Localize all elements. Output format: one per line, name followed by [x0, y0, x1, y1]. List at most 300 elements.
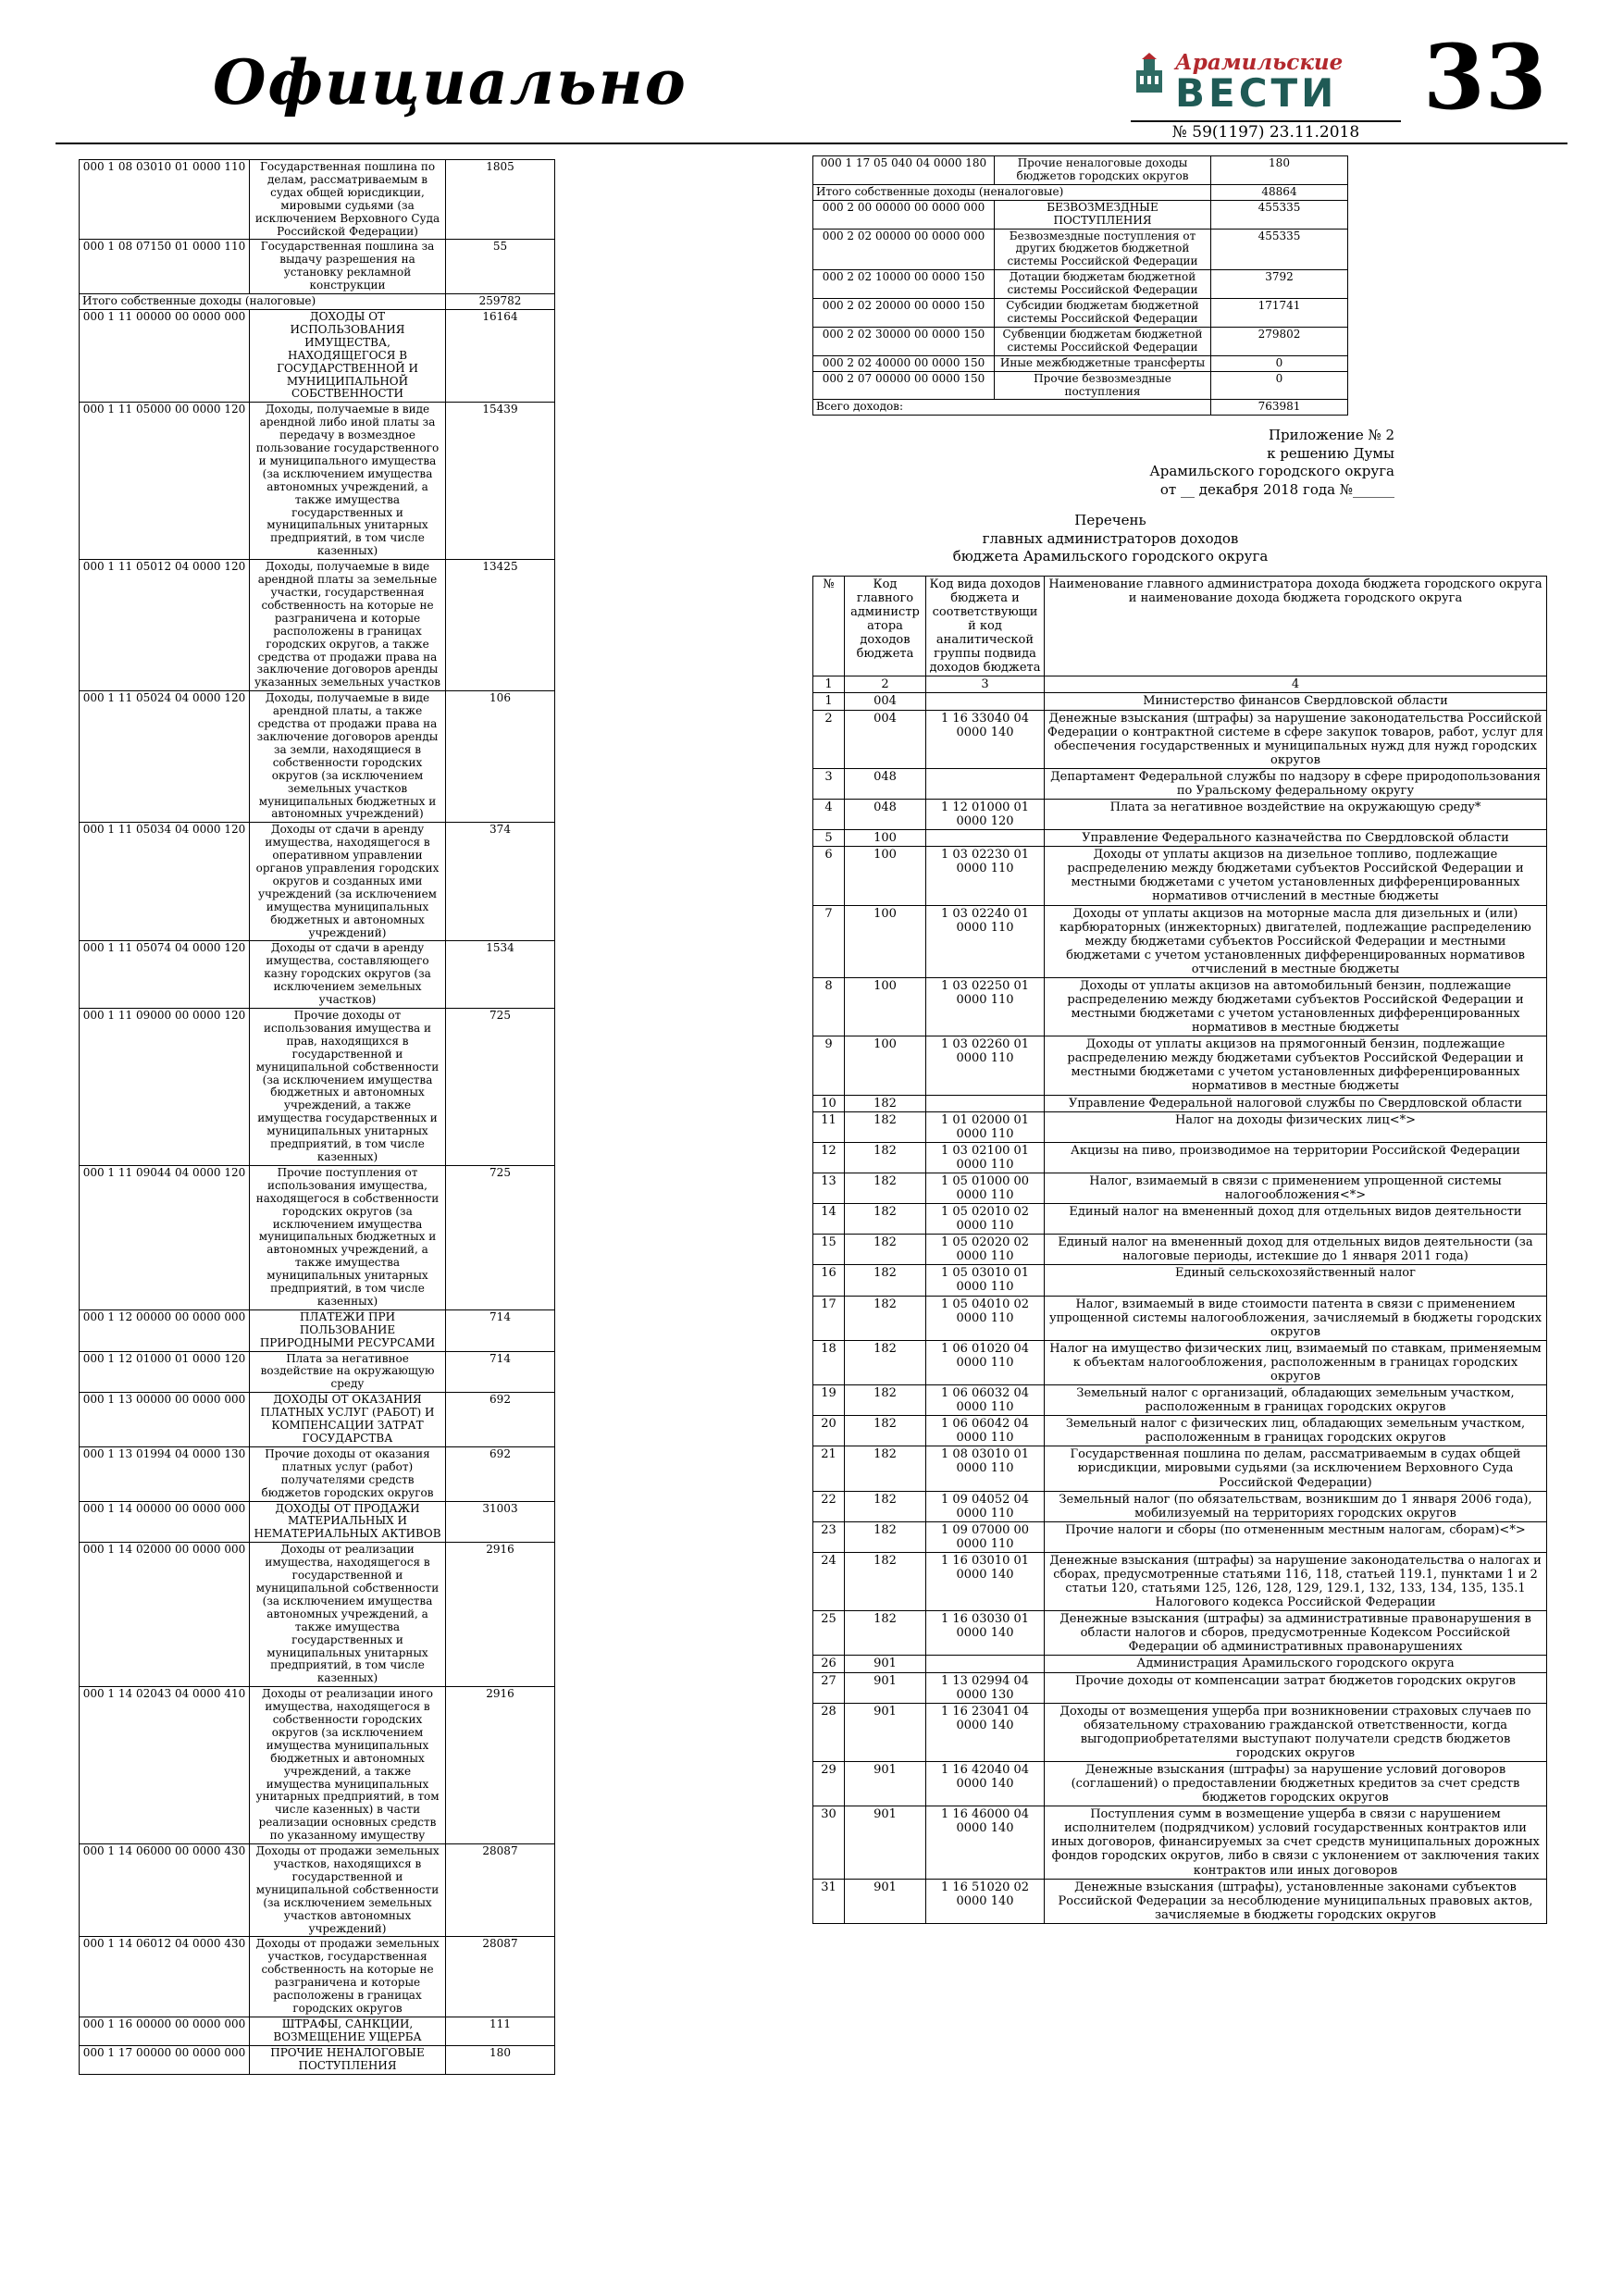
- name-cell: Доходы от сдачи в аренду имущества, находящегося в оперативном управлении органов управления городских округов и созданных ими учреждений (за исключением имущества муниципальных бюджетных и автономных учреждений): [250, 823, 446, 941]
- revenue-table-row: [80, 309, 555, 402]
- admin-table-row: [813, 1416, 1547, 1446]
- income-code-cell: 1 05 03010 01 0000 110: [926, 1265, 1045, 1296]
- income-code-cell: [926, 830, 1045, 847]
- row-number-cell: 8: [813, 977, 845, 1036]
- revenue-table-row: [813, 299, 1348, 328]
- value-cell: 16164: [446, 309, 555, 402]
- row-number-cell: 15: [813, 1235, 845, 1265]
- value-cell: 48864: [1211, 184, 1348, 200]
- code-cell: 000 1 11 09000 00 0000 120: [80, 1009, 250, 1166]
- header-index-row: [813, 676, 1547, 693]
- income-code-cell: [926, 1656, 1045, 1672]
- value-cell: 0: [1211, 355, 1348, 371]
- code-cell: 000 1 11 05034 04 0000 120: [80, 823, 250, 941]
- code-cell: 000 1 12 00000 00 0000 000: [80, 1309, 250, 1351]
- code-cell: 000 1 13 01994 04 0000 130: [80, 1446, 250, 1501]
- row-number-cell: 24: [813, 1552, 845, 1610]
- row-number-cell: 25: [813, 1611, 845, 1656]
- admin-code-cell: 182: [845, 1340, 926, 1384]
- section-title: Официально: [213, 46, 688, 118]
- admin-table-row: [813, 1879, 1547, 1923]
- revenue-table-row: [80, 1844, 555, 1937]
- income-code-cell: [926, 1095, 1045, 1111]
- admin-table-row: [813, 905, 1547, 977]
- code-cell: 000 2 00 00000 00 0000 000: [813, 200, 995, 229]
- value-cell: 28087: [446, 1937, 555, 2017]
- income-name-cell: Прочие доходы от компенсации затрат бюджетов городских округов: [1045, 1672, 1547, 1703]
- revenue-table-row: [80, 403, 555, 560]
- income-name-cell: Налог, взимаемый в связи с применением упрощенной системы налогообложения<*>: [1045, 1173, 1547, 1203]
- name-cell: ШТРАФЫ, САНКЦИИ, ВОЗМЕЩЕНИЕ УЩЕРБА: [250, 2017, 446, 2045]
- row-number-cell: 29: [813, 1761, 845, 1806]
- name-cell: Доходы, получаемые в виде арендной платы, а также средства от продажи права на заключение договоров аренды за земли, находящиеся в собственности городских округов (за исключением земельных участков муниципальных бюджетных и автономных учреждений): [250, 691, 446, 823]
- income-name-cell: Министерство финансов Свердловской области: [1045, 693, 1547, 710]
- admin-code-cell: 182: [845, 1204, 926, 1235]
- income-name-cell: Денежные взыскания (штрафы) за нарушение законодательства Российской Федерации о контрактной системе в сфере закупок товаров, работ, услуг для обеспечения государственных и муниципальных нужд для нужд городских округов: [1045, 710, 1547, 768]
- name-cell: ДОХОДЫ ОТ ОКАЗАНИЯ ПЛАТНЫХ УСЛУГ (РАБОТ) И КОМПЕНСАЦИИ ЗАТРАТ ГОСУДАРСТВА: [250, 1393, 446, 1447]
- admin-table-row: [813, 1173, 1547, 1203]
- name-cell: Субсидии бюджетам бюджетной системы Российской Федерации: [995, 299, 1211, 328]
- code-cell: 000 1 14 02000 00 0000 000: [80, 1543, 250, 1687]
- admin-code-cell: 100: [845, 977, 926, 1036]
- name-cell: Плата за негативное воздействие на окружающую среду: [250, 1351, 446, 1393]
- appendix-line-2: к решению Думы: [1267, 444, 1394, 462]
- income-name-cell: Налог на имущество физических лиц, взимаемый по ставкам, применяемым к объектам налогообложения, расположенным в границах городских округов: [1045, 1340, 1547, 1384]
- value-cell: 13425: [446, 560, 555, 691]
- name-cell: Прочие неналоговые доходы бюджетов городских округов: [995, 156, 1211, 185]
- appendix-line-1: Приложение № 2: [1268, 427, 1394, 444]
- income-code-cell: 1 09 04052 04 0000 110: [926, 1491, 1045, 1521]
- value-cell: 714: [446, 1351, 555, 1393]
- admin-code-cell: 901: [845, 1879, 926, 1923]
- income-code-cell: 1 05 02020 02 0000 110: [926, 1235, 1045, 1265]
- admin-table-row: [813, 1521, 1547, 1552]
- administrators-table-body: [813, 693, 1547, 1923]
- code-cell: 000 1 17 05 040 04 0000 180: [813, 156, 995, 185]
- code-cell: 000 1 11 05012 04 0000 120: [80, 560, 250, 691]
- admin-code-cell: 182: [845, 1142, 926, 1173]
- newspaper-logo-icon: [1131, 52, 1168, 98]
- row-number-cell: 26: [813, 1656, 845, 1672]
- admin-code-cell: 901: [845, 1703, 926, 1761]
- administrators-list-title: [812, 512, 1408, 566]
- name-cell: Государственная пошлина за выдачу разрешения на установку рекламной конструкции: [250, 240, 446, 294]
- income-name-cell: Поступления сумм в возмещение ущерба в связи с нарушением исполнителем (подрядчиком) условий государственных контрактов или иных договоров, финансируемых за счет средств муниципальных дорожных фондов городских округов, либо в связи с уклонением от заключения таких контрактов или иных договоров: [1045, 1806, 1547, 1879]
- income-code-cell: 1 03 02240 01 0000 110: [926, 905, 1045, 977]
- revenue-table-row: [80, 2045, 555, 2074]
- income-name-cell: Налог, взимаемый в виде стоимости патента в связи с применением упрощенной системы налогообложения, зачисляемый в бюджеты городских округов: [1045, 1296, 1547, 1340]
- income-name-cell: Единый налог на вмененный доход для отдельных видов деятельности: [1045, 1204, 1547, 1235]
- value-cell: 2916: [446, 1543, 555, 1687]
- revenue-table-row: [813, 327, 1348, 355]
- appendix-line-3: Арамильского городского округа: [1149, 463, 1394, 480]
- income-code-cell: 1 16 33040 04 0000 140: [926, 710, 1045, 768]
- admin-code-cell: 182: [845, 1265, 926, 1296]
- row-number-cell: 17: [813, 1296, 845, 1340]
- admin-code-cell: 182: [845, 1416, 926, 1446]
- income-name-cell: Акцизы на пиво, производимое на территории Российской Федерации: [1045, 1142, 1547, 1173]
- value-cell: 763981: [1211, 400, 1348, 416]
- code-cell: 000 1 12 01000 01 0000 120: [80, 1351, 250, 1393]
- revenue-table-row: [80, 1351, 555, 1393]
- income-code-cell: 1 05 02010 02 0000 110: [926, 1204, 1045, 1235]
- name-cell: Иные межбюджетные трансферты: [995, 355, 1211, 371]
- admin-code-cell: 100: [845, 905, 926, 977]
- admin-code-cell: 182: [845, 1446, 926, 1491]
- revenue-table-row: [80, 1309, 555, 1351]
- value-cell: 0: [1211, 371, 1348, 400]
- income-code-cell: 1 16 46000 04 0000 140: [926, 1806, 1045, 1879]
- right-column: [812, 155, 1547, 1924]
- code-cell: 000 2 02 00000 00 0000 000: [813, 229, 995, 270]
- income-code-cell: 1 05 01000 00 0000 110: [926, 1173, 1045, 1203]
- income-name-cell: Государственная пошлина по делам, рассматриваемым в судах общей юрисдикции, мировыми судьями (за исключением Верховного Суда Российской Федерации): [1045, 1446, 1547, 1491]
- admin-code-cell: 901: [845, 1761, 926, 1806]
- admin-code-cell: 048: [845, 768, 926, 799]
- row-number-cell: 4: [813, 799, 845, 829]
- name-cell: Доходы от продажи земельных участков, находящихся в государственной и муниципальной собственности (за исключением земельных участков автономных учреждений): [250, 1844, 446, 1937]
- name-cell: ДОХОДЫ ОТ ПРОДАЖИ МАТЕРИАЛЬНЫХ И НЕМАТЕРИАЛЬНЫХ АКТИВОВ: [250, 1501, 446, 1543]
- income-code-cell: [926, 768, 1045, 799]
- revenue-table-row: [80, 560, 555, 691]
- revenue-table-left: [79, 159, 555, 2075]
- value-cell: 3792: [1211, 270, 1348, 299]
- left-column: [79, 159, 556, 2075]
- revenue-table-row: [813, 184, 1348, 200]
- name-cell: ПРОЧИЕ НЕНАЛОГОВЫЕ ПОСТУПЛЕНИЯ: [250, 2045, 446, 2074]
- name-cell: Прочие поступления от использования имущества, находящегося в собственности городских округов (за исключением имущества муниципальных бюджетных и автономных учреждений, а также имущества муниципальных унитарных предприятий, в том числе казенных): [250, 1165, 446, 1309]
- income-name-cell: Плата за негативное воздействие на окружающую среду*: [1045, 799, 1547, 829]
- row-number-cell: 31: [813, 1879, 845, 1923]
- appendix-line-4: от __ декабря 2018 года №______: [1159, 480, 1394, 498]
- revenue-table-row: [80, 1446, 555, 1501]
- income-code-cell: 1 06 06032 04 0000 110: [926, 1385, 1045, 1416]
- income-code-cell: 1 06 06042 04 0000 110: [926, 1416, 1045, 1446]
- revenue-table-row: [80, 691, 555, 823]
- admin-code-cell: 182: [845, 1521, 926, 1552]
- admin-code-cell: 100: [845, 830, 926, 847]
- admin-code-cell: 004: [845, 710, 926, 768]
- code-cell: 000 1 11 00000 00 0000 000: [80, 309, 250, 402]
- name-cell: Доходы от продажи земельных участков, государственная собственность на которые не разграничена и которые расположены в границах городских округов: [250, 1937, 446, 2017]
- code-cell: 000 1 16 00000 00 0000 000: [80, 2017, 250, 2045]
- name-cell: Доходы, получаемые в виде арендной платы за земельные участки, государственная собственность на которые не разграничена и которые расположены в границах городских округов, а также средства от продажи права на заключение договоров аренды указанных земельных участков: [250, 560, 446, 691]
- admin-table-row: [813, 1446, 1547, 1491]
- admin-table-row: [813, 830, 1547, 847]
- revenue-table-row: [813, 200, 1348, 229]
- administrators-table: [812, 576, 1547, 1924]
- row-number-cell: 6: [813, 847, 845, 905]
- code-cell: 000 2 02 30000 00 0000 150: [813, 327, 995, 355]
- name-cell: ПЛАТЕЖИ ПРИ ПОЛЬЗОВАНИЕ ПРИРОДНЫМИ РЕСУРСАМИ: [250, 1309, 446, 1351]
- revenue-table-row: [80, 1165, 555, 1309]
- admin-table-row: [813, 1204, 1547, 1235]
- code-cell: 000 1 11 05000 00 0000 120: [80, 403, 250, 560]
- income-name-cell: Прочие налоги и сборы (по отмененным местным налогам, сборам)<*>: [1045, 1521, 1547, 1552]
- admin-table-row: [813, 1552, 1547, 1610]
- admin-table-row: [813, 1672, 1547, 1703]
- income-code-cell: 1 08 03010 01 0000 110: [926, 1446, 1045, 1491]
- row-number-cell: 20: [813, 1416, 845, 1446]
- row-number-cell: 28: [813, 1703, 845, 1761]
- code-cell: 000 2 07 00000 00 0000 150: [813, 371, 995, 400]
- admin-table-row: [813, 799, 1547, 829]
- header-rule: [56, 143, 1567, 144]
- row-number-cell: 3: [813, 768, 845, 799]
- admin-code-cell: 901: [845, 1656, 926, 1672]
- admin-code-cell: 901: [845, 1672, 926, 1703]
- revenue-table-right: [812, 155, 1348, 416]
- appendix-note: [812, 427, 1547, 499]
- row-number-cell: 5: [813, 830, 845, 847]
- code-cell: 000 1 14 00000 00 0000 000: [80, 1501, 250, 1543]
- admin-table-row: [813, 1703, 1547, 1761]
- admin-table-row: [813, 1296, 1547, 1340]
- header-index-1: 1: [813, 676, 845, 693]
- revenue-table-row: [80, 1393, 555, 1447]
- admin-code-cell: 182: [845, 1095, 926, 1111]
- income-name-cell: Денежные взыскания (штрафы) за административные правонарушения в области налогов и сборов, предусмотренные Кодексом Российской Федерации об административных правонарушениях: [1045, 1611, 1547, 1656]
- income-name-cell: Доходы от возмещения ущерба при возникновении страховых случаев по обязательному страхованию гражданской ответственности, когда выгодоприобретателями выступают получатели средств бюджетов городских округов: [1045, 1703, 1547, 1761]
- revenue-table-row: [813, 229, 1348, 270]
- total-label-cell: Итого собственные доходы (налоговые): [80, 294, 446, 310]
- income-code-cell: 1 06 01020 04 0000 110: [926, 1340, 1045, 1384]
- revenue-table-row: [80, 823, 555, 941]
- value-cell: 725: [446, 1009, 555, 1166]
- income-code-cell: 1 13 02994 04 0000 130: [926, 1672, 1045, 1703]
- total-label-cell: Всего доходов:: [813, 400, 1211, 416]
- code-cell: 000 2 02 10000 00 0000 150: [813, 270, 995, 299]
- name-cell: Доходы, получаемые в виде арендной либо иной платы за передачу в возмездное пользование государственного и муниципального имущества (за исключением имущества автономных учреждений, а также имущества государственных и муниципальных унитарных предприятий, в том числе казенных): [250, 403, 446, 560]
- header-number: №: [813, 576, 845, 676]
- admin-table-row: [813, 1761, 1547, 1806]
- value-cell: 1805: [446, 160, 555, 240]
- income-name-cell: Управление Федерального казначейства по Свердловской области: [1045, 830, 1547, 847]
- row-number-cell: 19: [813, 1385, 845, 1416]
- admin-code-cell: 182: [845, 1385, 926, 1416]
- value-cell: 28087: [446, 1844, 555, 1937]
- admin-table-row: [813, 1235, 1547, 1265]
- row-number-cell: 11: [813, 1111, 845, 1142]
- code-cell: 000 1 11 09044 04 0000 120: [80, 1165, 250, 1309]
- admin-table-row: [813, 1265, 1547, 1296]
- revenue-table-row: [813, 400, 1348, 416]
- name-cell: Доходы от сдачи в аренду имущества, составляющего казну городских округов (за исключением земельных участков): [250, 941, 446, 1009]
- row-number-cell: 13: [813, 1173, 845, 1203]
- value-cell: 455335: [1211, 229, 1348, 270]
- row-number-cell: 9: [813, 1036, 845, 1095]
- income-name-cell: Доходы от уплаты акцизов на прямогонный бензин, подлежащие распределению между бюджетами субъектов Российской Федерации и местными бюджетами с учетом установленных дифференцированных нормативов в местные бюджеты: [1045, 1036, 1547, 1095]
- admin-code-cell: 100: [845, 847, 926, 905]
- code-cell: 000 1 14 06012 04 0000 430: [80, 1937, 250, 2017]
- income-name-cell: Налог на доходы физических лиц<*>: [1045, 1111, 1547, 1142]
- name-cell: БЕЗВОЗМЕЗДНЫЕ ПОСТУПЛЕНИЯ: [995, 200, 1211, 229]
- value-cell: 2916: [446, 1687, 555, 1844]
- income-name-cell: Земельный налог с организаций, обладающих земельным участком, расположенным в границах городских округов: [1045, 1385, 1547, 1416]
- income-name-cell: Единый сельскохозяйственный налог: [1045, 1265, 1547, 1296]
- revenue-table-row: [80, 941, 555, 1009]
- revenue-table-row: [80, 1009, 555, 1166]
- code-cell: 000 1 17 00000 00 0000 000: [80, 2045, 250, 2074]
- income-code-cell: [926, 693, 1045, 710]
- value-cell: 180: [1211, 156, 1348, 185]
- admin-code-cell: 901: [845, 1806, 926, 1879]
- value-cell: 15439: [446, 403, 555, 560]
- income-name-cell: Денежные взыскания (штрафы) за нарушение условий договоров (соглашений) о предоставлении бюджетных кредитов за счет средств бюджетов городских округов: [1045, 1761, 1547, 1806]
- brand-words: [1175, 50, 1344, 117]
- row-number-cell: 2: [813, 710, 845, 768]
- admin-table-row: [813, 1142, 1547, 1173]
- admin-table-row: [813, 1095, 1547, 1111]
- admin-table-row: [813, 693, 1547, 710]
- income-name-cell: Доходы от уплаты акцизов на автомобильный бензин, подлежащие распределению между бюджетами субъектов Российской Федерации и местными бюджетами с учетом установленных дифференцированных нормативов в местные бюджеты: [1045, 977, 1547, 1036]
- administrators-table-header: [813, 576, 1547, 693]
- value-cell: 692: [446, 1393, 555, 1447]
- name-cell: Прочие доходы от использования имущества и прав, находящихся в государственной и муниципальной собственности (за исключением имущества бюджетных и автономных учреждений, а также имущества государственных и муниципальных унитарных предприятий, в том числе казенных): [250, 1009, 446, 1166]
- row-number-cell: 16: [813, 1265, 845, 1296]
- income-name-cell: Управление Федеральной налоговой службы по Свердловской области: [1045, 1095, 1547, 1111]
- revenue-table-row: [813, 355, 1348, 371]
- revenue-table-row: [80, 240, 555, 294]
- admin-code-cell: 182: [845, 1611, 926, 1656]
- admin-code-cell: 182: [845, 1491, 926, 1521]
- value-cell: 1534: [446, 941, 555, 1009]
- admin-table-row: [813, 710, 1547, 768]
- admin-table-row: [813, 1111, 1547, 1142]
- income-name-cell: Единый налог на вмененный доход для отдельных видов деятельности (за налоговые периоды, истекшие до 1 января 2011 года): [1045, 1235, 1547, 1265]
- admin-code-cell: 182: [845, 1173, 926, 1203]
- admin-code-cell: 182: [845, 1111, 926, 1142]
- income-name-cell: Денежные взыскания (штрафы), установленные законами субъектов Российской Федерации за несоблюдение муниципальных правовых актов, зачисляемые в бюджеты городских округов: [1045, 1879, 1547, 1923]
- row-number-cell: 18: [813, 1340, 845, 1384]
- income-name-cell: Департамент Федеральной службы по надзору в сфере природопользования по Уральскому федеральному округу: [1045, 768, 1547, 799]
- value-cell: 111: [446, 2017, 555, 2045]
- code-cell: 000 1 08 03010 01 0000 110: [80, 160, 250, 240]
- income-code-cell: 1 16 03010 01 0000 140: [926, 1552, 1045, 1610]
- admin-table-row: [813, 1491, 1547, 1521]
- header-index-3: 3: [926, 676, 1045, 693]
- newspaper-brand: [1131, 50, 1344, 117]
- value-cell: 180: [446, 2045, 555, 2074]
- admin-table-row: [813, 977, 1547, 1036]
- revenue-table-right-body: [813, 156, 1348, 416]
- row-number-cell: 10: [813, 1095, 845, 1111]
- admin-table-row: [813, 1656, 1547, 1672]
- income-code-cell: 1 03 02100 01 0000 110: [926, 1142, 1045, 1173]
- row-number-cell: 30: [813, 1806, 845, 1879]
- value-cell: 279802: [1211, 327, 1348, 355]
- admin-table-row: [813, 1340, 1547, 1384]
- name-cell: Прочие безвозмездные поступления: [995, 371, 1211, 400]
- admin-table-row: [813, 847, 1547, 905]
- admin-table-row: [813, 768, 1547, 799]
- code-cell: 000 1 11 05074 04 0000 120: [80, 941, 250, 1009]
- admin-table-row: [813, 1036, 1547, 1095]
- header-index-4: 4: [1045, 676, 1547, 693]
- admin-table-row: [813, 1806, 1547, 1879]
- name-cell: ДОХОДЫ ОТ ИСПОЛЬЗОВАНИЯ ИМУЩЕСТВА, НАХОДЯЩЕГОСЯ В ГОСУДАРСТВЕННОЙ И МУНИЦИПАЛЬНОЙ СОБСТВЕННОСТИ: [250, 309, 446, 402]
- income-code-cell: 1 05 04010 02 0000 110: [926, 1296, 1045, 1340]
- name-cell: Безвозмездные поступления от других бюджетов бюджетной системы Российской Федерации: [995, 229, 1211, 270]
- header-income-name: Наименование главного администратора дохода бюджета городского округа и наименование дохода бюджета городского округа: [1045, 576, 1547, 676]
- code-cell: 000 1 11 05024 04 0000 120: [80, 691, 250, 823]
- admin-code-cell: 100: [845, 1036, 926, 1095]
- header-index-2: 2: [845, 676, 926, 693]
- admin-code-cell: 182: [845, 1235, 926, 1265]
- name-cell: Доходы от реализации имущества, находящегося в государственной и муниципальной собственности (за исключением имущества автономных учреждений, а также имущества государственных и муниципальных унитарных предприятий, в том числе казенных): [250, 1543, 446, 1687]
- header-row: [813, 576, 1547, 676]
- value-cell: 374: [446, 823, 555, 941]
- income-name-cell: Доходы от уплаты акцизов на моторные масла для дизельных и (или) карбюраторных (инжекторных) двигателей, подлежащие распределению между бюджетами субъектов Российской Федерации и местными бюджетами с учетом установленных дифференцированных нормативов отчислений в местные бюджеты: [1045, 905, 1547, 977]
- name-cell: Доходы от реализации иного имущества, находящегося в собственности городских округов (за исключением имущества муниципальных бюджетных и автономных учреждений, а также имущества муниципальных унитарных предприятий, в том числе казенных) в части реализации основных средств по указанному имуществу: [250, 1687, 446, 1844]
- row-number-cell: 27: [813, 1672, 845, 1703]
- revenue-table-row: [80, 160, 555, 240]
- row-number-cell: 7: [813, 905, 845, 977]
- revenue-table-row: [80, 2017, 555, 2045]
- income-name-cell: Земельный налог с физических лиц, обладающих земельным участком, расположенным в границах городских округов: [1045, 1416, 1547, 1446]
- row-number-cell: 12: [813, 1142, 845, 1173]
- revenue-table-row: [80, 1543, 555, 1687]
- list-title-line-1: Перечень: [1074, 512, 1146, 529]
- income-name-cell: Земельный налог (по обязательствам, возникшим до 1 января 2006 года), мобилизуемый на территориях городских округов: [1045, 1491, 1547, 1521]
- page-number: 33: [1423, 25, 1547, 130]
- total-label-cell: Итого собственные доходы (неналоговые): [813, 184, 1211, 200]
- value-cell: 259782: [446, 294, 555, 310]
- admin-code-cell: 048: [845, 799, 926, 829]
- admin-table-row: [813, 1611, 1547, 1656]
- revenue-table-row: [813, 371, 1348, 400]
- admin-code-cell: 004: [845, 693, 926, 710]
- income-name-cell: Денежные взыскания (штрафы) за нарушение законодательства о налогах и сборах, предусмотренные статьями 116, 118, статьей 119.1, пунктами 1 и 2 статьи 120, статьями 125, 126, 128, 129, 129.1, 132, 133, 134, 135, 135.1 Налогового кодекса Российской Федерации: [1045, 1552, 1547, 1610]
- value-cell: 106: [446, 691, 555, 823]
- income-code-cell: 1 16 03030 01 0000 140: [926, 1611, 1045, 1656]
- row-number-cell: 23: [813, 1521, 845, 1552]
- revenue-table-row: [813, 156, 1348, 185]
- revenue-table-row: [80, 294, 555, 310]
- income-code-cell: 1 16 23041 04 0000 140: [926, 1703, 1045, 1761]
- row-number-cell: 1: [813, 693, 845, 710]
- code-cell: 000 1 08 07150 01 0000 110: [80, 240, 250, 294]
- admin-code-cell: 182: [845, 1296, 926, 1340]
- header-admin-code: Код главного администратора доходов бюджета: [845, 576, 926, 676]
- income-code-cell: 1 16 42040 04 0000 140: [926, 1761, 1045, 1806]
- brand-name-main: ВЕСТИ: [1175, 70, 1338, 117]
- admin-table-row: [813, 1385, 1547, 1416]
- list-title-line-2: главных администраторов доходов: [982, 529, 1239, 547]
- income-code-cell: 1 03 02230 01 0000 110: [926, 847, 1045, 905]
- income-code-cell: 1 03 02250 01 0000 110: [926, 977, 1045, 1036]
- revenue-table-row: [80, 1687, 555, 1844]
- name-cell: Субвенции бюджетам бюджетной системы Российской Федерации: [995, 327, 1211, 355]
- admin-code-cell: 182: [845, 1552, 926, 1610]
- income-code-cell: 1 09 07000 00 0000 110: [926, 1521, 1045, 1552]
- brand-name-top: Арамильские: [1175, 50, 1344, 75]
- value-cell: 725: [446, 1165, 555, 1309]
- revenue-table-row: [80, 1937, 555, 2017]
- revenue-table-row: [813, 270, 1348, 299]
- income-name-cell: Доходы от уплаты акцизов на дизельное топливо, подлежащие распределению между бюджетами субъектов Российской Федерации и местными бюджетами с учетом установленных дифференцированных нормативов отчислений в местные бюджеты: [1045, 847, 1547, 905]
- list-title-line-3: бюджета Арамильского городского округа: [952, 548, 1269, 565]
- row-number-cell: 21: [813, 1446, 845, 1491]
- code-cell: 000 1 14 06000 00 0000 430: [80, 1844, 250, 1937]
- income-code-cell: 1 01 02000 01 0000 110: [926, 1111, 1045, 1142]
- header-income-code: Код вида доходов бюджета и соответствующий код аналитической группы подвида доходов бюджета: [926, 576, 1045, 676]
- code-cell: 000 2 02 20000 00 0000 150: [813, 299, 995, 328]
- row-number-cell: 22: [813, 1491, 845, 1521]
- value-cell: 171741: [1211, 299, 1348, 328]
- code-cell: 000 1 13 00000 00 0000 000: [80, 1393, 250, 1447]
- code-cell: 000 1 14 02043 04 0000 410: [80, 1687, 250, 1844]
